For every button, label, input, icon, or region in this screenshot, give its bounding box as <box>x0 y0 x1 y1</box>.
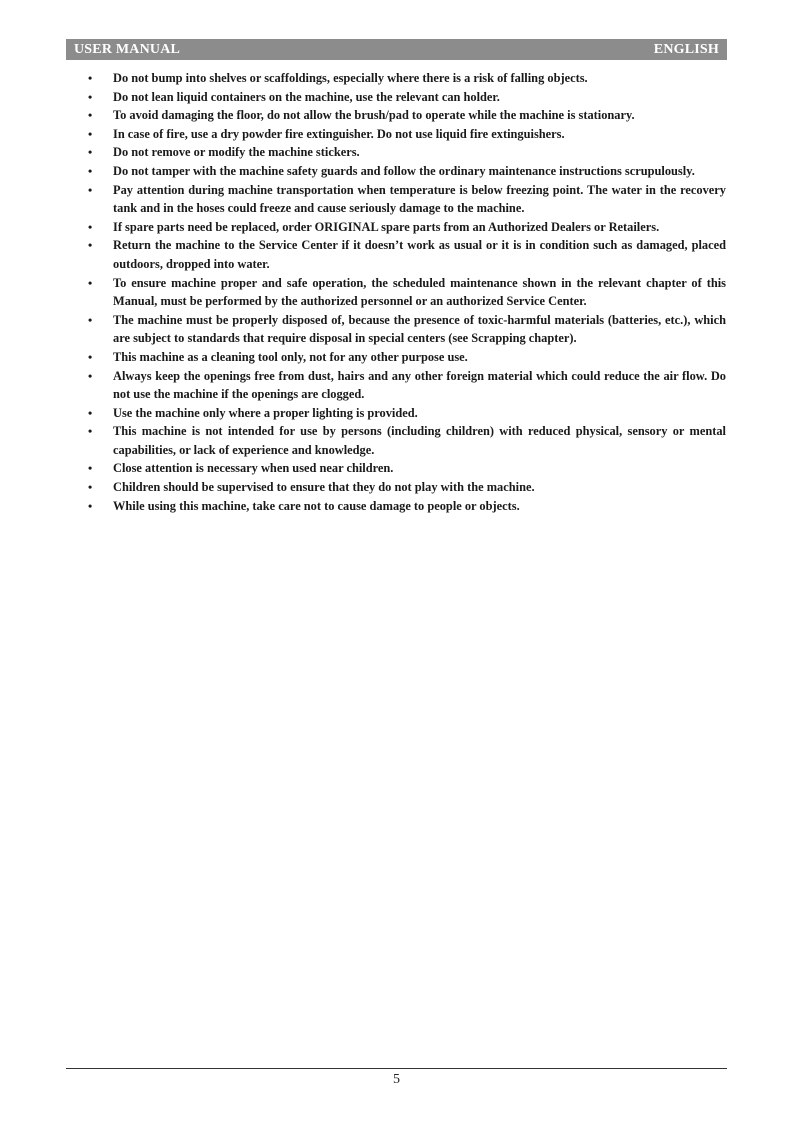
list-item <box>88 274 726 311</box>
bullet-icon: • <box>88 182 93 197</box>
page-header <box>66 39 727 60</box>
footer-divider <box>66 1068 727 1069</box>
list-item <box>88 367 726 404</box>
list-item <box>88 162 726 181</box>
list-item-text: This machine as a cleaning tool only, not for any other purpose use. <box>113 349 468 364</box>
list-item-text: Do not remove or modify the machine stickers. <box>113 145 360 160</box>
list-item-text: Children should be supervised to ensure that they do not play with the machine. <box>113 480 535 495</box>
bullet-icon: • <box>88 275 93 290</box>
bullet-icon: • <box>88 424 93 439</box>
list-item-text: Always keep the openings free from dust, hairs and any other foreign material which could reduce the air flow. Do not use the machine if the openings are clogged. <box>113 368 726 402</box>
bullet-icon: • <box>88 349 93 364</box>
list-item <box>88 478 726 497</box>
bullet-icon: • <box>88 405 93 420</box>
bullet-icon: • <box>88 498 93 513</box>
bullet-icon: • <box>88 126 93 141</box>
list-item <box>88 218 726 237</box>
list-item <box>88 404 726 423</box>
bullet-icon: • <box>88 71 93 85</box>
list-item-text: If spare parts need be replaced, order ORIGINAL spare parts from an Authorized Dealers or Retailers. <box>113 219 660 234</box>
list-item <box>88 125 726 144</box>
bullet-icon: • <box>88 163 93 178</box>
list-item-text: This machine is not intended for use by persons (including children) with reduced physical, sensory or mental capabilities, or lack of experience and knowledge. <box>113 424 726 457</box>
bullet-icon: • <box>88 461 93 476</box>
list-item <box>88 422 726 459</box>
bullet-icon: • <box>88 312 93 327</box>
list-item <box>88 106 726 125</box>
bullet-icon: • <box>88 480 93 495</box>
bullet-icon: • <box>88 89 93 104</box>
list-item <box>88 143 726 162</box>
list-item <box>88 88 726 107</box>
list-item-text: Do not tamper with the machine safety guards and follow the ordinary maintenance instructions scrupulously. <box>113 163 695 178</box>
list-item <box>88 459 726 478</box>
instruction-list <box>88 69 726 515</box>
list-item-text: Pay attention during machine transportation when temperature is below freezing point. The water in the recovery tank and in the hoses could freeze and cause seriously damage to the machine. <box>113 182 726 216</box>
header-language: ENGLISH <box>653 41 719 57</box>
list-item-text: Use the machine only where a proper lighting is provided. <box>113 405 418 420</box>
bullet-icon: • <box>88 145 93 160</box>
list-item-text: Do not bump into shelves or scaffoldings, especially where there is a risk of falling objects. <box>113 71 588 85</box>
list-item <box>88 181 726 218</box>
list-item-text: In case of fire, use a dry powder fire extinguisher. Do not use liquid fire extinguishers. <box>113 126 565 141</box>
list-item <box>88 348 726 367</box>
safety-instructions <box>88 69 726 515</box>
list-item-text: Close attention is necessary when used near children. <box>113 461 394 476</box>
bullet-icon: • <box>88 108 93 123</box>
list-item <box>88 69 726 88</box>
bullet-icon: • <box>88 368 93 383</box>
header-title: USER MANUAL <box>74 41 181 57</box>
list-item <box>88 311 726 348</box>
list-item-text: To avoid damaging the floor, do not allow the brush/pad to operate while the machine is stationary. <box>113 108 635 123</box>
list-item <box>88 497 726 516</box>
list-item-text: Do not lean liquid containers on the machine, use the relevant can holder. <box>113 89 500 104</box>
list-item <box>88 236 726 273</box>
list-item-text: While using this machine, take care not to cause damage to people or objects. <box>113 498 520 513</box>
bullet-icon: • <box>88 219 93 234</box>
bullet-icon: • <box>88 238 93 253</box>
list-item-text: The machine must be properly disposed of, because the presence of toxic-harmful materials (batteries, etc.), which are subject to standards that require disposal in special centers (see Scrapping chapter). <box>113 312 726 346</box>
list-item-text: Return the machine to the Service Center if it doesn’t work as usual or it is in condition such as damaged, placed outdoors, dropped into water. <box>113 238 726 271</box>
list-item-text: To ensure machine proper and safe operation, the scheduled maintenance shown in the relevant chapter of this Manual, must be performed by the authorized personnel or an authorized Service Center. <box>113 275 726 309</box>
page-number: 5 <box>393 1072 400 1087</box>
